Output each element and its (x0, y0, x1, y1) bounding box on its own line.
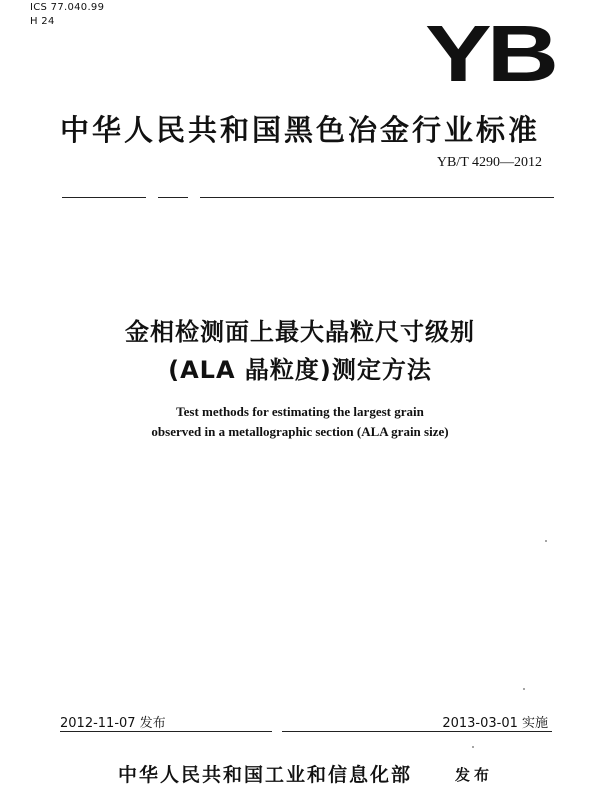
footer-rule-1 (60, 731, 272, 732)
scan-speck (545, 540, 547, 542)
header-rule-1 (62, 197, 146, 198)
footer-rule-2 (282, 731, 552, 732)
title-chinese-line-2: (ALA 晶粒度)测定方法 (168, 356, 432, 384)
issue-label: 发布 (455, 766, 494, 784)
ics-code: ICS 77.040.99 (30, 2, 105, 13)
header-rule-3 (200, 197, 554, 198)
title-english-line-1: Test methods for estimating the largest grain (176, 404, 424, 419)
header-rule-2 (158, 197, 188, 198)
standard-organization: 中华人民共和国黑色冶金行业标准 (59, 113, 540, 147)
yb-logo: YB (425, 9, 554, 98)
scan-speck (523, 688, 525, 690)
implementation-date: 2013-03-01 实施 (442, 716, 548, 731)
title-chinese-line-1: 金相检测面上最大晶粒尺寸级别 (125, 318, 475, 346)
standard-number: YB/T 4290—2012 (436, 155, 542, 170)
issuing-authority: 中华人民共和国工业和信息化部 (118, 764, 413, 786)
ccs-code: H 24 (30, 16, 55, 27)
issue-date: 2012-11-07 发布 (60, 716, 166, 731)
title-english-line-2: observed in a metallographic section (ALA grain size) (151, 424, 449, 439)
scan-speck (472, 746, 474, 748)
